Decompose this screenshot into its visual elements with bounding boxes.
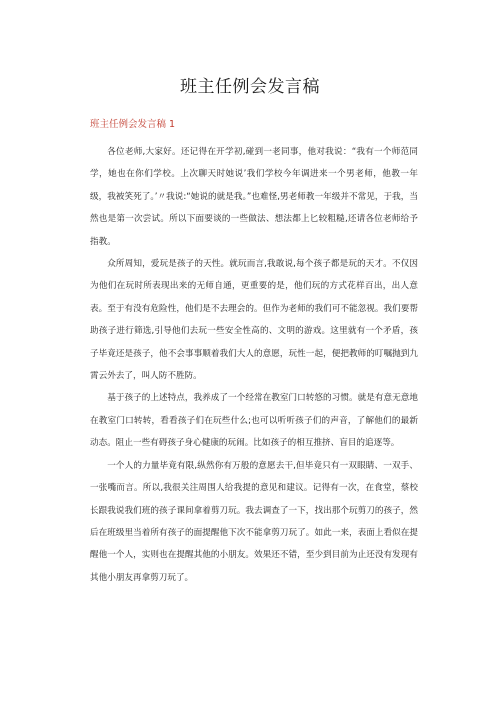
document-title: 班主任例会发言稿 <box>180 77 320 97</box>
paragraph-1: 各位老师,大家好。还记得在开学初,碰到一老同事，他对我说：“我有一个师范同学，她也在你们学校。上次聊天时她说’我们学校今年调进来一个男老师，他教一年级，我被笑死了。’〃我说:“她说的就是我。”也难怪,男老师教一年级并不常见，于我，当然也是第一次尝试。所以下面要谈的一些做法、想法都上匕较粗糙,还请各位老师给予指教。 <box>90 147 418 247</box>
paragraph-3: 基于孩子的上述特点，我养成了一个经常在教室门口转悠的习惯。就是有意无意地在教室门口转转，看看孩子们在玩些什么;也可以听听孩子们的声音，了解他们的最新动态。阻止一些有碍孩子身心健康的玩闹。比如孩子的相互推挤、盲目的追逐等。 <box>90 393 418 449</box>
paragraph-4: 一个人的力量毕竟有限,纵然你有万般的意愿去干,但毕竟只有一双眼睛、一双手、一张嘴而言。所以,我很关注周围人给我提的意见和建议。记得有一次，在食堂，蔡校长跟我说我们班的孩子课间拿着剪刀玩。我去调查了一下，找出那个玩剪刀的孩子，然后在班级里当着所有孩子的面提醒他下次不能拿剪刀玩了。如此一来，表面上看似在提醒他一个人，实则也在提醒其他的小朋友。效果还不错，至少到目前为止还没有发现有其他小朋友再拿剪刀玩了。 <box>90 460 418 583</box>
document-body <box>90 141 418 589</box>
section-heading: 班主任例会发言稿 1 <box>90 119 176 130</box>
paragraph-2: 众所周知，爱玩是孩子的天性。就玩而言,我敢说,每个孩子都是玩的天才。不仅因为他们在玩时所表现出来的无师自通，更重要的是，他们玩的方式花样百出，出人意表。至于有没有危险性，他们是不去理会的。但作为老师的我们可不能忽视。我们要帮助孩子进行筛选,引导他们去玩一些安全性高的、文明的游戏。这里就有一个矛盾，孩子毕竟还是孩子，他不会事事顺着我们大人的意愿，玩性一起，便把教师的叮嘱抛到九霄云外去了，叫人防不胜防。 <box>90 259 418 382</box>
